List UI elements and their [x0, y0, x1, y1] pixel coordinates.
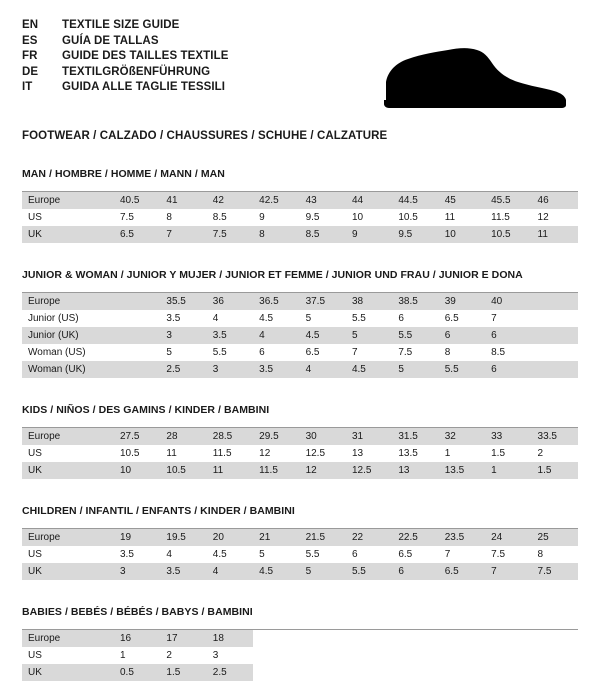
cell: 11.5 [485, 209, 531, 226]
cell: 31 [346, 428, 392, 445]
cell: 31.5 [392, 428, 438, 445]
language-row [22, 34, 229, 50]
size-group-children [22, 505, 578, 580]
cell: 3.5 [207, 327, 253, 344]
cell: 10 [114, 462, 160, 479]
cell-empty [346, 630, 392, 647]
cell: 28 [160, 428, 206, 445]
row-label: Woman (UK) [22, 361, 114, 378]
language-title: GUÍA DE TALLAS [62, 34, 159, 47]
cell: 1 [114, 647, 160, 664]
cell: 13 [392, 462, 438, 479]
cell: 12 [300, 462, 346, 479]
table-row [22, 192, 578, 209]
size-table-junior-woman [22, 293, 578, 378]
cell: 4.5 [346, 361, 392, 378]
cell-empty [439, 664, 485, 681]
cell: 4.5 [207, 546, 253, 563]
cell: 30 [300, 428, 346, 445]
cell: 21 [253, 529, 299, 546]
cell: 5.5 [300, 546, 346, 563]
table-row [22, 327, 578, 344]
cell: 1.5 [532, 462, 578, 479]
row-label: Europe [22, 293, 114, 310]
cell-empty [485, 664, 531, 681]
cell-empty [485, 647, 531, 664]
cell-empty [300, 647, 346, 664]
cell: 3 [114, 563, 160, 580]
cell: 12.5 [346, 462, 392, 479]
row-label: US [22, 445, 114, 462]
cell [532, 327, 578, 344]
cell: 3.5 [253, 361, 299, 378]
cell: 9 [253, 209, 299, 226]
table-row [22, 226, 578, 243]
cell: 7.5 [114, 209, 160, 226]
dress-shoe-icon [378, 44, 568, 114]
cell: 25 [532, 529, 578, 546]
cell: 11.5 [253, 462, 299, 479]
cell: 22 [346, 529, 392, 546]
cell: 45 [439, 192, 485, 209]
group-title: CHILDREN / INFANTIL / ENFANTS / KINDER / BAMBINI [22, 505, 295, 517]
cell [114, 293, 160, 310]
language-title: GUIDE DES TAILLES TEXTILE [62, 50, 229, 63]
cell: 1 [439, 445, 485, 462]
cell: 11.5 [207, 445, 253, 462]
cell: 36.5 [253, 293, 299, 310]
table-row [22, 344, 578, 361]
cell: 36 [207, 293, 253, 310]
row-label: UK [22, 563, 114, 580]
cell: 28.5 [207, 428, 253, 445]
language-title: TEXTILGRÖßENFÜHRUNG [62, 65, 211, 78]
table-row [22, 310, 578, 327]
size-group-man [22, 168, 578, 243]
cell [114, 310, 160, 327]
cell: 2.5 [160, 361, 206, 378]
cell: 5 [300, 563, 346, 580]
cell: 7.5 [392, 344, 438, 361]
cell: 8.5 [485, 344, 531, 361]
cell: 3 [160, 327, 206, 344]
cell: 3 [207, 647, 253, 664]
cell: 7.5 [485, 546, 531, 563]
cell: 29.5 [253, 428, 299, 445]
cell: 10.5 [114, 445, 160, 462]
cell: 46 [532, 192, 578, 209]
table-row [22, 647, 578, 664]
group-title: JUNIOR & WOMAN / JUNIOR Y MUJER / JUNIOR ET FEMME / JUNIOR UND FRAU / JUNIOR E DONA [22, 269, 523, 281]
cell: 44.5 [392, 192, 438, 209]
table-row [22, 445, 578, 462]
cell: 4.5 [300, 327, 346, 344]
cell: 3 [207, 361, 253, 378]
row-label: Europe [22, 428, 114, 445]
language-title: TEXTILE SIZE GUIDE [62, 19, 180, 31]
size-group-junior-woman [22, 269, 578, 378]
row-label: Junior (US) [22, 310, 114, 327]
cell: 38.5 [392, 293, 438, 310]
size-table-children [22, 529, 578, 580]
cell: 7.5 [532, 563, 578, 580]
cell: 22.5 [392, 529, 438, 546]
cell: 4 [207, 563, 253, 580]
cell: 10.5 [485, 226, 531, 243]
cell: 4.5 [253, 563, 299, 580]
cell [114, 361, 160, 378]
cell: 2 [532, 445, 578, 462]
language-code: DE [22, 65, 39, 78]
row-label: Europe [22, 192, 114, 209]
cell: 33.5 [532, 428, 578, 445]
cell: 12 [532, 209, 578, 226]
cell: 10 [346, 209, 392, 226]
cell: 5.5 [439, 361, 485, 378]
table-row [22, 209, 578, 226]
row-label: UK [22, 462, 114, 479]
cell [114, 327, 160, 344]
cell: 33 [485, 428, 531, 445]
size-group-babies [22, 606, 578, 681]
cell-empty [392, 664, 438, 681]
row-label: Junior (UK) [22, 327, 114, 344]
cell: 20 [207, 529, 253, 546]
cell: 3.5 [114, 546, 160, 563]
cell: 21.5 [300, 529, 346, 546]
cell-empty [392, 630, 438, 647]
cell: 6.5 [392, 546, 438, 563]
row-label: US [22, 546, 114, 563]
cell: 42.5 [253, 192, 299, 209]
cell: 16 [114, 630, 160, 647]
row-label: UK [22, 226, 114, 243]
cell: 6.5 [439, 310, 485, 327]
cell: 10.5 [392, 209, 438, 226]
cell: 9.5 [300, 209, 346, 226]
cell: 6 [392, 310, 438, 327]
table-row [22, 428, 578, 445]
cell: 43 [300, 192, 346, 209]
cell: 6 [485, 361, 531, 378]
cell: 6 [485, 327, 531, 344]
row-label: US [22, 647, 114, 664]
cell: 5.5 [346, 310, 392, 327]
cell: 8.5 [207, 209, 253, 226]
size-group-kids [22, 404, 578, 479]
cell: 40 [485, 293, 531, 310]
cell: 11 [207, 462, 253, 479]
cell: 8 [160, 209, 206, 226]
cell-empty [346, 647, 392, 664]
group-title: BABIES / BEBÉS / BÉBÉS / BABYS / BAMBINI [22, 606, 253, 618]
cell: 32 [439, 428, 485, 445]
table-row [22, 462, 578, 479]
cell: 5 [300, 310, 346, 327]
cell: 2 [160, 647, 206, 664]
cell-empty [532, 647, 578, 664]
size-table-man [22, 192, 578, 243]
cell: 24 [485, 529, 531, 546]
cell: 5 [253, 546, 299, 563]
cell: 10 [439, 226, 485, 243]
cell: 11 [532, 226, 578, 243]
cell: 3.5 [160, 310, 206, 327]
language-title: GUIDA ALLE TAGLIE TESSILI [62, 81, 226, 94]
cell: 13.5 [439, 462, 485, 479]
cell: 1.5 [485, 445, 531, 462]
cell: 4 [300, 361, 346, 378]
cell: 7.5 [207, 226, 253, 243]
cell: 40.5 [114, 192, 160, 209]
cell: 1 [485, 462, 531, 479]
cell: 45.5 [485, 192, 531, 209]
cell: 5 [346, 327, 392, 344]
cell: 19.5 [160, 529, 206, 546]
row-label: UK [22, 664, 114, 681]
cell-empty [439, 630, 485, 647]
table-row [22, 529, 578, 546]
language-row [22, 18, 229, 34]
language-row [22, 80, 229, 96]
cell-empty [346, 664, 392, 681]
table-row [22, 664, 578, 681]
cell [114, 344, 160, 361]
cell: 11 [160, 445, 206, 462]
cell-empty [532, 630, 578, 647]
cell: 6.5 [300, 344, 346, 361]
language-row [22, 65, 229, 81]
cell: 8 [253, 226, 299, 243]
cell: 5.5 [346, 563, 392, 580]
cell-empty [532, 664, 578, 681]
row-label: Woman (US) [22, 344, 114, 361]
group-title: MAN / HOMBRE / HOMME / MANN / MAN [22, 168, 225, 180]
cell: 44 [346, 192, 392, 209]
cell-empty [485, 630, 531, 647]
cell: 6 [346, 546, 392, 563]
size-table-babies [22, 630, 578, 681]
cell-empty [253, 664, 299, 681]
cell: 19 [114, 529, 160, 546]
cell [532, 310, 578, 327]
cell: 27.5 [114, 428, 160, 445]
cell: 4 [207, 310, 253, 327]
cell: 9 [346, 226, 392, 243]
cell: 7 [346, 344, 392, 361]
cell-empty [392, 647, 438, 664]
cell [532, 344, 578, 361]
cell-empty [300, 630, 346, 647]
cell: 11 [439, 209, 485, 226]
cell: 23.5 [439, 529, 485, 546]
cell: 8.5 [300, 226, 346, 243]
cell: 9.5 [392, 226, 438, 243]
cell: 7 [485, 310, 531, 327]
cell: 37.5 [300, 293, 346, 310]
language-row [22, 49, 229, 65]
cell: 13.5 [392, 445, 438, 462]
cell: 6 [392, 563, 438, 580]
cell: 4 [253, 327, 299, 344]
table-row [22, 361, 578, 378]
table-row [22, 293, 578, 310]
cell: 2.5 [207, 664, 253, 681]
size-table-kids [22, 428, 578, 479]
language-code: ES [22, 34, 38, 47]
cell: 10.5 [160, 462, 206, 479]
table-row [22, 563, 578, 580]
cell-empty [300, 664, 346, 681]
cell: 7 [485, 563, 531, 580]
cell: 17 [160, 630, 206, 647]
group-title: KIDS / NIÑOS / DES GAMINS / KINDER / BAMBINI [22, 404, 270, 416]
cell: 3.5 [160, 563, 206, 580]
cell: 18 [207, 630, 253, 647]
row-label: US [22, 209, 114, 226]
cell: 13 [346, 445, 392, 462]
cell: 4 [160, 546, 206, 563]
cell: 8 [532, 546, 578, 563]
document-header [22, 18, 578, 122]
cell: 6 [439, 327, 485, 344]
cell: 4.5 [253, 310, 299, 327]
language-code: FR [22, 50, 38, 63]
language-title-list [22, 18, 229, 96]
cell: 12.5 [300, 445, 346, 462]
cell: 38 [346, 293, 392, 310]
cell-empty [439, 647, 485, 664]
cell: 7 [439, 546, 485, 563]
cell: 6 [253, 344, 299, 361]
cell: 12 [253, 445, 299, 462]
cell: 5.5 [207, 344, 253, 361]
cell: 35.5 [160, 293, 206, 310]
row-label: Europe [22, 529, 114, 546]
cell: 41 [160, 192, 206, 209]
language-code: IT [22, 81, 33, 94]
table-row [22, 630, 578, 647]
row-label: Europe [22, 630, 114, 647]
cell: 39 [439, 293, 485, 310]
table-row [22, 546, 578, 563]
cell: 5 [160, 344, 206, 361]
cell: 5.5 [392, 327, 438, 344]
cell: 1.5 [160, 664, 206, 681]
cell-empty [253, 647, 299, 664]
cell: 0.5 [114, 664, 160, 681]
cell: 42 [207, 192, 253, 209]
cell: 6.5 [114, 226, 160, 243]
cell [532, 361, 578, 378]
cell: 6.5 [439, 563, 485, 580]
cell: 7 [160, 226, 206, 243]
cell [532, 293, 578, 310]
cell-empty [253, 630, 299, 647]
footwear-section-heading: FOOTWEAR / CALZADO / CHAUSSURES / SCHUHE / CALZATURE [22, 130, 388, 142]
language-code: EN [22, 19, 39, 31]
cell: 8 [439, 344, 485, 361]
cell: 5 [392, 361, 438, 378]
